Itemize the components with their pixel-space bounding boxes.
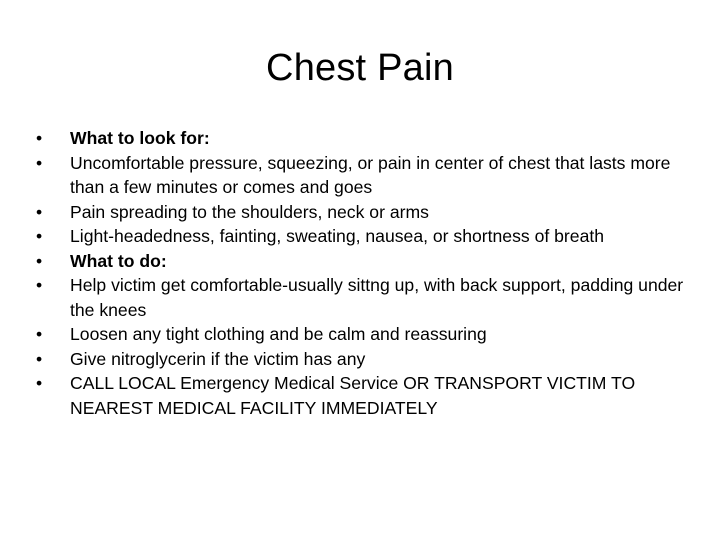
bullet-dot: • — [36, 373, 43, 393]
bullet-item — [36, 200, 686, 225]
bullet-list — [36, 126, 686, 420]
bullet-dot: • — [36, 128, 43, 148]
bullet-text: Pain spreading to the shoulders, neck or arms — [70, 201, 429, 222]
section-heading-what-to-do: What to do: — [70, 250, 167, 271]
bullet-dot: • — [36, 275, 43, 295]
bullet-item — [36, 224, 686, 249]
bullet-item — [36, 273, 686, 322]
section-heading-look-for: What to look for: — [70, 128, 210, 148]
bullet-dot: • — [36, 201, 43, 222]
bullet-item — [36, 322, 686, 347]
bullet-item — [36, 151, 686, 200]
bullet-item — [36, 371, 686, 420]
bullet-dot: • — [36, 324, 43, 344]
bullet-text: Light-headedness, fainting, sweating, nausea, or shortness of breath — [70, 226, 605, 246]
bullet-dot: • — [36, 226, 43, 246]
bullet-dot: • — [36, 348, 43, 369]
bullet-dot: • — [36, 152, 43, 173]
bullet-text: Give nitroglycerin if the victim has any — [70, 348, 366, 369]
bullet-item — [36, 347, 686, 372]
bullet-item — [36, 249, 686, 274]
bullet-text: Help victim get comfortable-usually sittng up, with back support, padding under the knees — [70, 275, 684, 320]
bullet-item — [36, 126, 686, 151]
bullet-text: Loosen any tight clothing and be calm and reassuring — [70, 324, 487, 344]
bullet-dot: • — [36, 250, 43, 271]
bullet-text: CALL LOCAL Emergency Medical Service OR TRANSPORT VICTIM TO NEAREST MEDICAL FACILITY IMMEDIATELY — [70, 373, 636, 418]
bullet-text: Uncomfortable pressure, squeezing, or pain in center of chest that lasts more than a few minutes or comes and goes — [70, 152, 671, 197]
slide-title: Chest Pain — [266, 47, 454, 89]
